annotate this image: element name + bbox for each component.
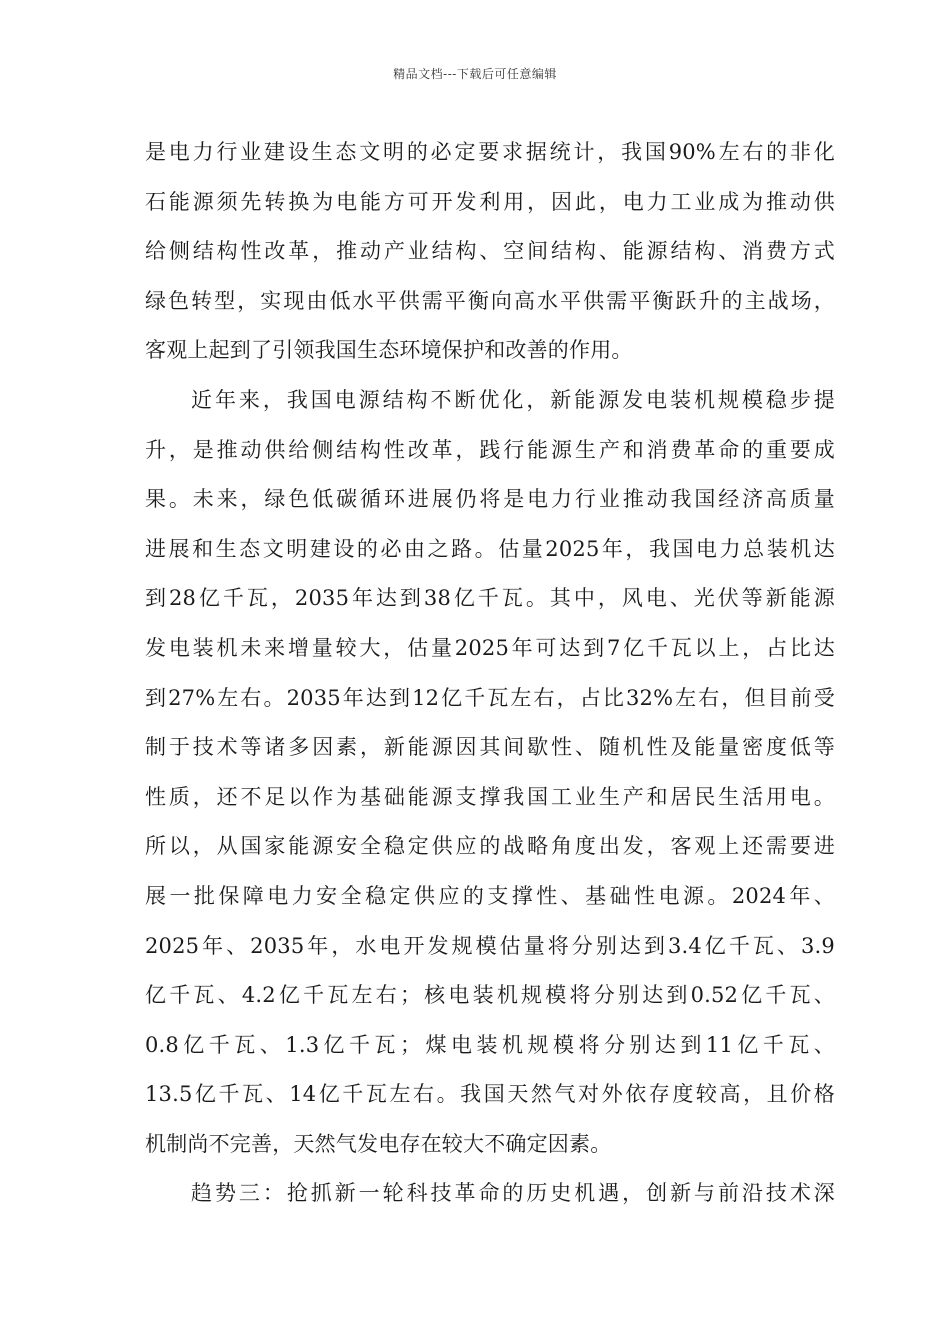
paragraph bbox=[145, 381, 835, 1175]
text-line: 亿千瓦、4.2亿千瓦左右；核电装机规模将分别达到0.52亿千瓦、 bbox=[145, 983, 835, 1008]
text-line: 到28亿千瓦，2035年达到38亿千瓦。其中，风电、光伏等新能源 bbox=[145, 586, 835, 611]
text-line: 2025年、2035年，水电开发规模估量将分别达到3.4亿千瓦、3.9 bbox=[145, 933, 835, 958]
text-line: 所以，从国家能源安全稳定供应的战略角度出发，客观上还需要进 bbox=[145, 834, 835, 859]
text-line: 石能源须先转换为电能方可开发利用，因此，电力工业成为推动供 bbox=[145, 189, 835, 214]
page-header: 精品文档---下载后可任意编辑 bbox=[393, 67, 557, 81]
text-line: 是电力行业建设生态文明的必定要求据统计，我国90%左右的非化 bbox=[145, 140, 835, 164]
text-line: 制于技术等诸多因素，新能源因其间歇性、随机性及能量密度低等 bbox=[145, 735, 835, 760]
text-line: 绿色转型，实现由低水平供需平衡向高水平供需平衡跃升的主战场， bbox=[145, 288, 835, 313]
paragraph bbox=[145, 1174, 835, 1224]
text-line: 发电装机未来增量较大，估量2025年可达到7亿千瓦以上，占比达 bbox=[145, 635, 835, 660]
text-line: 0.8亿千瓦、1.3亿千瓦；煤电装机规模将分别达到11亿千瓦、 bbox=[145, 1032, 835, 1057]
text-line: 展一批保障电力安全稳定供应的支撑性、基础性电源。2024年、 bbox=[145, 883, 835, 908]
text-line: 机制尚不完善，天然气发电存在较大不确定因素。 bbox=[145, 1131, 612, 1156]
text-line: 升，是推动供给侧结构性改革，践行能源生产和消费革命的重要成 bbox=[145, 437, 835, 462]
text-line: 趋势三：抢抓新一轮科技革命的历史机遇，创新与前沿技术深 bbox=[191, 1181, 835, 1206]
document-body bbox=[145, 133, 835, 1224]
text-line: 性质，还不足以作为基础能源支撑我国工业生产和居民生活用电。 bbox=[145, 784, 835, 809]
text-line: 给侧结构性改革，推动产业结构、空间结构、能源结构、消费方式 bbox=[145, 239, 835, 264]
text-line: 果。未来，绿色低碳循环进展仍将是电力行业推动我国经济高质量 bbox=[145, 487, 835, 512]
paragraph bbox=[145, 133, 835, 381]
text-line: 到27%左右。2035年达到12亿千瓦左右，占比32%左右，但目前受 bbox=[145, 685, 835, 710]
text-line: 客观上起到了引领我国生态环境保护和改善的作用。 bbox=[145, 338, 633, 363]
text-line: 进展和生态文明建设的必由之路。估量2025年，我国电力总装机达 bbox=[145, 536, 835, 561]
text-line: 13.5亿千瓦、14亿千瓦左右。我国天然气对外依存度较高，且价格 bbox=[145, 1082, 835, 1107]
text-line: 近年来，我国电源结构不断优化，新能源发电装机规模稳步提 bbox=[191, 387, 835, 412]
